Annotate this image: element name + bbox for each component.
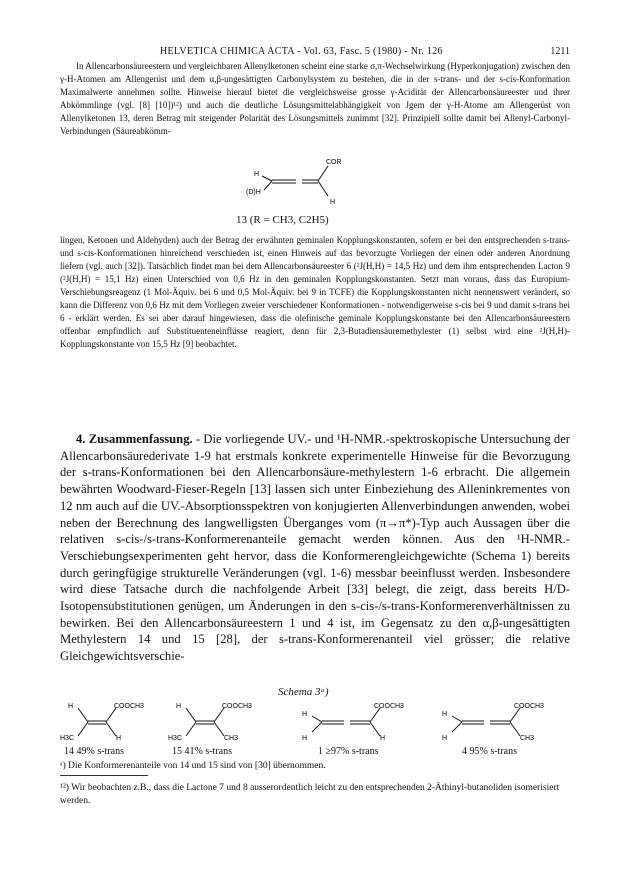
paragraph-1: In Allencarbonsäureestern und vergleichbaren Allenylketonen scheint eine starke σ,π-Wechselwirkung (Hyperkonjugation) zwischen den γ-H-Atomen am Allengerüst und dem α,β-ungesättigten Carbonylsystem zu bestehen, die in der s-trans- und der s-cis-Konformation Maximalwerte annehmen sollte. Hinweise hierauf bietet die vergleichsweise grosse γ-Acidität der Allencarbonsäureester und ihrer Abkömmlinge (vgl. [8] [10])¹²) und auch die deutliche Lösungsmittelabhängigkeit von Jgem der γ-H-Atome am Allengerüst von Allenylketonen 13, deren Betrag mit steigender Polarität des Lösungsmittels zunimmt [32]. Prinzipiell sollte damit bei Allenyl-Carbonyl-Verbindungen (Säureabkömm- <box>60 61 570 136</box>
mol4-label: CH3 <box>520 735 535 742</box>
journal-title: HELVETICA CHIMICA ACTA - Vol. 63, Fasc. 5 (1980) - Nr. 126 <box>160 46 443 57</box>
mol4-label: H <box>442 735 448 742</box>
compound-14-caption: 14 49% s-trans <box>64 746 124 757</box>
summary-section <box>60 431 570 665</box>
mol1-label: H <box>302 735 308 742</box>
schema-title: Schema 3ᵃ) <box>278 686 329 698</box>
footnote-a: ᵃ) Die Konformerenanteile von 14 und 15 sind von [30] übernommen. <box>60 761 326 771</box>
compound-4-caption: 4 95% s-trans <box>462 746 517 757</box>
mol13-label: H <box>330 199 336 206</box>
mol4-label: H <box>442 711 448 718</box>
summary-heading: 4. Zusammenfassung. <box>76 432 193 446</box>
footnote-rule <box>60 775 148 776</box>
footnote-12: ¹²) Wir beobachten z.B., dass die Lactone 7 und 8 ausserordentlich leicht zu den entsprechenden 2-Äthinyl-butanoliden isomerisiert werden. <box>60 783 560 806</box>
mol14-label: COOCH3 <box>114 703 144 710</box>
page-number: 1211 <box>550 46 570 57</box>
compound-15-structure <box>168 700 258 742</box>
mol15-label: COOCH3 <box>222 703 252 710</box>
compound-13-caption: 13 (R = CH3, C2H5) <box>236 214 329 226</box>
mol13-label: COR <box>326 159 342 166</box>
mol4-label: COOCH3 <box>514 703 544 710</box>
paragraph-2: lingen, Ketonen und Aldehyden) auch der Betrag der erwähnten geminalen Kopplungskonstanten, sofern er bei den entsprechenden s-trans- und s-cis-Konformationen hinreichend verschieden ist, einen Hinweis auf das bevorzugte Vorliegen der einen oder anderen Anordnung liefern (vgl. auch [32]). Tatsächlich findet man bei dem Allencarbonsäureester 6 (²J(H,H) = 14,5 Hz) und dem ihm entsprechenden Lacton 9 (²J(H,H) = 15,1 Hz) einen Unterschied von 0,6 Hz in den geminalen Kopplungskonstanten. Setzt man voraus, dass das Europium-Verschiebungsreagenz (1 Mol-Äquiv. bei 6 und 0,5 Mol-Äquiv. bei 9 in TCFE) die Kopplungskonstanten nicht nennenswert verändert, so kann die Differenz von 0,6 Hz mit dem Vorliegen zweier verschiedener Konformationen - notwendigerweise s-cis bei 9 und damit s-trans bei 6 - erklärt werden. Es sei aber darauf hingewiesen, dass die olefinische geminale Kopplungskonstante bei den Allencarbonsäureestern offenbar empfindlich auf Substituenteneinflüsse reagiert, denn für 2,3-Butadiensäuremethylester (1) selbst wird eine ²J(H,H)-Kopplungskonstante von 15,5 Hz [9] beobachtet. <box>60 235 570 349</box>
running-header <box>60 46 570 60</box>
mol1-label: H <box>380 735 386 742</box>
mol15-label: H <box>176 703 182 710</box>
mol14-label: H <box>68 703 74 710</box>
mol15-label: CH3 <box>224 735 239 742</box>
mol13-label: (D)H <box>246 189 261 196</box>
compound-4-structure <box>440 700 555 742</box>
mol15-label: H3C <box>168 735 183 742</box>
compound-15-caption: 15 41% s-trans <box>172 746 232 757</box>
compound-1-structure <box>300 700 410 742</box>
mol14-label: H <box>116 735 122 742</box>
compound-1-caption: 1 ≥97% s-trans <box>318 746 379 757</box>
compound-14-structure <box>60 700 144 742</box>
mol1-label: COOCH3 <box>374 703 404 710</box>
mol1-label: H <box>302 711 308 718</box>
compound-13-structure <box>236 152 356 214</box>
mol14-label: H3C <box>60 735 75 742</box>
summary-text: - Die vorliegende UV.- und ¹H-NMR.-spektroskopische Untersuchung der Allencarbonsäurederivate 1-9 hat erstmals konkrete experimentelle Hinweise für die Bevorzugung der s-trans-Konformationen bei den Allencarbonsäure-methylestern 1-6 erbracht. Die allgemein bewährten Woodward-Fieser-Regeln [13] lassen sich unter Einbeziehung des Alleninkrementes von 12 nm auch auf die UV.-Absorptionsspektren von konjugierten Allenverbindungen anwenden, wobei neben der Berechnung des langwelligsten Überganges vom (π→π*)-Typ auch Aussagen über die relativen s-cis-/s-trans-Konformerenanteile gemacht werden können. Aus den ¹H-NMR.-Verschiebungsexperimenten geht hervor, dass die Konformerengleichgewichte (Schema 1) bereits durch geringfügige strukturelle Veränderungen (vgl. 1-6) messbar beeinflusst werden. Insbesondere wird diese Tatsache durch die nachfolgende Arbeit [33] belegt, die zeigt, dass bereits H/D-Isotopensubstitutionen genügen, um Änderungen in den s-cis-/s-trans-Konformerenverhältnissen zu bewirken. Bei den Allencarbonsäureestern 1 und 4 ist, im Gegensatz zu den α,β-ungesättigten Methylestern 14 und 15 [28], der s-trans-Konformerenanteil viel grösser; die relative Gleichgewichtsverschie- <box>60 432 570 664</box>
mol13-label: H <box>254 171 260 178</box>
